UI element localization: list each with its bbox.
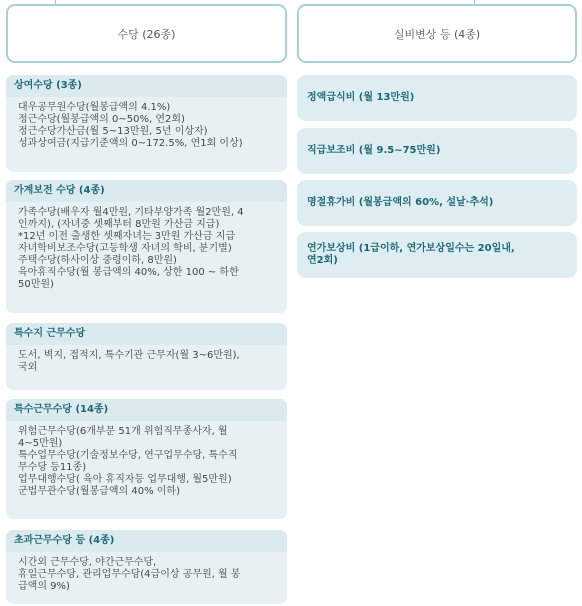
holiday-bonus-card (297, 180, 577, 226)
card-line: 정근수당가산금(월 5~13만원, 5년 이상자) (18, 126, 208, 137)
card-line: 가족수당(배우자 월4만원, 기타부양가족 월2만원, 4 (18, 207, 244, 218)
card-line: 인까지), (자녀중 셋째부터 8만원 가산금 지급) (18, 219, 220, 230)
card-line: 자녀학비보조수당(고등학생 자녀의 학비, 분기별) (18, 243, 232, 254)
card-line: 무수당 등11종) (18, 462, 87, 473)
card-title: 특수지 근무수당 (6, 323, 287, 345)
card-line: 연2회) (307, 255, 338, 266)
card-title: 특수근무수당 (14종) (6, 399, 287, 421)
card-body (6, 202, 287, 295)
card-body (6, 97, 287, 154)
card-line: 급액의 9%) (18, 581, 70, 592)
card-line: 주택수당(하사이상 중령이하, 8만원) (18, 255, 177, 266)
card-line: 정근수당(월봉급액의 0~50%, 연2회) (18, 114, 185, 125)
remote-area-allowance-card (6, 323, 287, 390)
bonus-allowance-card (6, 75, 287, 172)
allowance-header-box (6, 4, 287, 63)
card-title: 초과근무수당 등 (4종) (6, 530, 287, 552)
allowance-header-title: 수당 (26종) (117, 27, 176, 41)
card-line: 직급보조비 (월 9.5~75만원) (307, 145, 441, 156)
card-line: 정액급식비 (월 13만원) (307, 92, 415, 103)
card-line: 성과상여금(지급기준액의 0~172.5%, 연1회 이상) (18, 138, 243, 149)
card-line: 시간외 근무수당, 야간근무수당, (18, 557, 157, 568)
card-title: 상여수당 (3종) (6, 75, 287, 97)
card-line: 대우공무원수당(월봉급액의 4.1%) (18, 102, 171, 113)
card-line: 명절휴가비 (월봉급액의 60%, 설날·추석) (307, 197, 494, 208)
card-body (6, 421, 287, 502)
card-line: 육아휴직수당(월 봉급액의 40%, 상한 100 ~ 하한 (18, 267, 239, 278)
card-line: 도서, 벽지, 접적지, 특수기관 근무자(월 3~6만원), (18, 350, 240, 361)
card-line: 연가보상비 (1급이하, 연가보상일수는 20일내, (307, 243, 515, 254)
card-line: 4~5만원) (18, 438, 63, 449)
overtime-allowance-card (6, 530, 287, 604)
card-title: 가계보전 수당 (4종) (6, 180, 287, 202)
card-line: 위험근무수당(6개부문 51개 위험직무종사자, 월 (18, 426, 228, 437)
expense-header-box (297, 4, 577, 63)
card-line: *12년 이전 출생한 셋째자녀는 3만원 가산금 지급 (18, 231, 236, 242)
card-line: 군법무관수당(월봉급액의 40% 이하) (18, 486, 180, 497)
household-allowance-card (6, 180, 287, 313)
card-line: 휴일근무수당, 관리업무수당(4급이상 공무원, 월 봉 (18, 569, 241, 580)
card-body (6, 552, 287, 597)
special-duty-allowance-card (6, 399, 287, 519)
card-line: 국외 (18, 362, 38, 373)
expense-header-title: 실비변상 등 (4종) (393, 27, 481, 41)
meal-allowance-card (297, 75, 577, 121)
position-subsidy-card (297, 128, 577, 174)
card-line: 업무대행수당( 육아 휴직자등 업무대행, 월5만원) (18, 474, 232, 485)
leave-compensation-card (297, 232, 577, 278)
card-line: 50만원) (18, 279, 54, 290)
card-body (6, 345, 287, 378)
card-line: 특수업무수당(기술정보수당, 연구업무수당, 특수직 (18, 450, 238, 461)
